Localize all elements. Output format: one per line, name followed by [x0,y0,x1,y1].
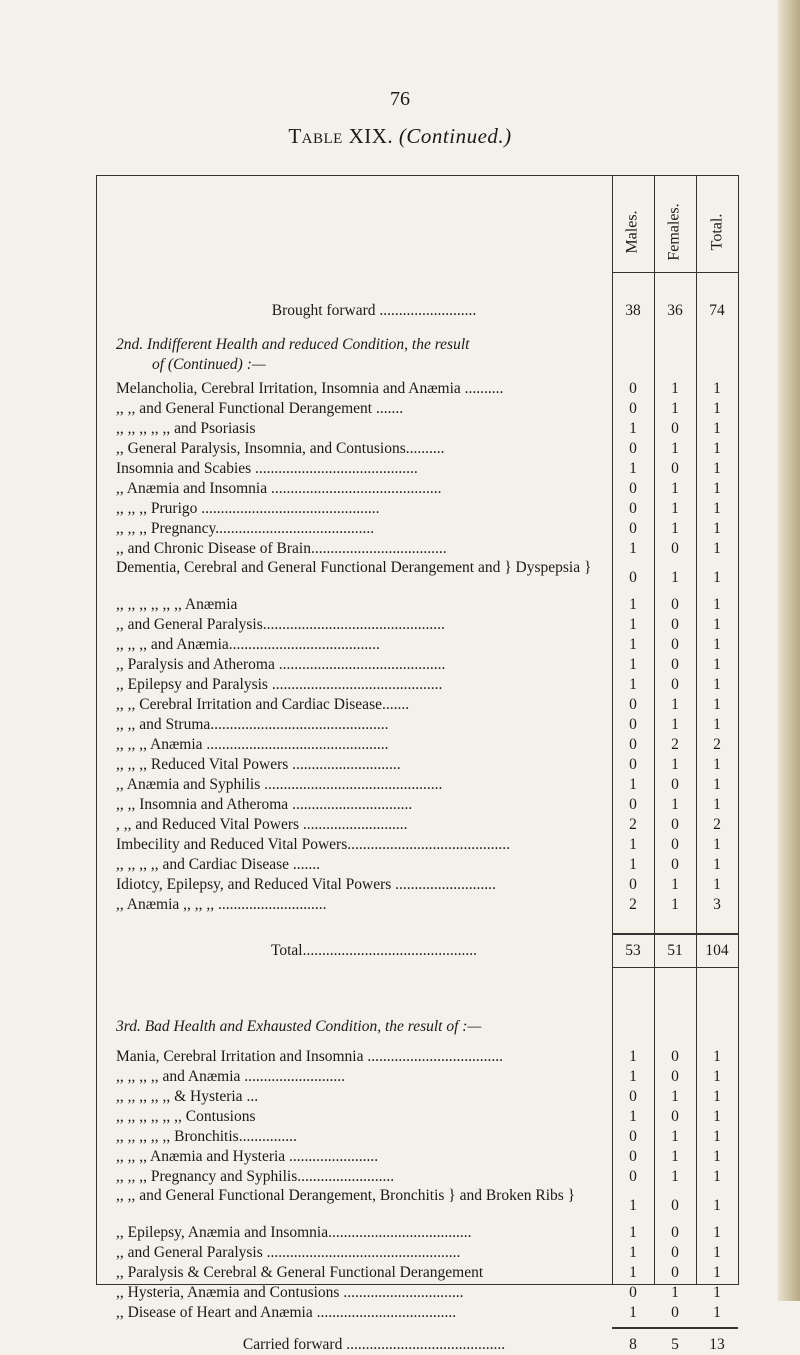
females-cell: 0 [671,676,679,693]
females-cell: 1 [671,696,679,713]
males-cell: 1 [629,1048,637,1065]
row-label: ,, and General Paralysis .................................................. [116,1244,461,1261]
carried-forward-row [96,1335,738,1355]
column-header-males: Males. [624,210,642,254]
total-cell: 1 [713,1284,721,1301]
table-row [96,595,738,615]
males-cell: 1 [629,596,637,613]
males-cell: 1 [629,420,637,437]
row-label: ,, ,, and Struma.............................................. [116,716,389,733]
page-edge [778,0,800,1301]
table-row [96,379,738,399]
table-row [96,439,738,459]
females-cell: 0 [671,596,679,613]
males-cell: 1 [629,460,637,477]
males-cell: 1 [629,1304,637,1321]
table-row [96,855,738,875]
total-cell: 1 [713,776,721,793]
males-cell: 0 [629,480,637,497]
table-row [96,835,738,855]
row-label: ,, ,, ,, Pregnancy and Syphilis......................... [116,1168,395,1185]
total-cell: 1 [713,500,721,517]
females-cell: 1 [671,716,679,733]
total-cell: 13 [709,1336,725,1353]
row-label: ,, ,, ,, Reduced Vital Powers ............................ [116,756,401,773]
table-row [96,675,738,695]
females-cell: 2 [671,736,679,753]
total-cell: 1 [713,716,721,733]
row-label: ,, ,, ,, ,, ,, ,, Anæmia [116,596,238,613]
total-cell: 1 [713,756,721,773]
males-cell: 1 [629,1224,637,1241]
total-cell: 1 [713,1304,721,1321]
table-row [96,1107,738,1127]
males-cell: 1 [629,1108,637,1125]
row-label: ,, ,, and General Functional Derangement, Bronchitis } and Broken Ribs } [116,1187,576,1204]
row-label: ,, ,, ,, ,, and Cardiac Disease ....... [116,856,321,873]
row-label: ,, ,, and General Functional Derangement ....... [116,400,404,417]
page-number: 76 [390,88,410,110]
section2-total-underline [612,967,738,968]
row-label: ,, Epilepsy and Paralysis ............................................ [116,676,443,693]
females-cell: 0 [671,540,679,557]
table-row [96,479,738,499]
males-cell: 1 [629,836,637,853]
females-cell: 1 [671,876,679,893]
males-cell: 2 [629,896,637,913]
females-cell: 1 [671,520,679,537]
females-cell: 1 [671,480,679,497]
total-cell: 1 [713,636,721,653]
females-cell: 0 [671,1224,679,1241]
total-cell: 1 [713,380,721,397]
header-rule [612,272,738,273]
row-label: ,, General Paralysis, Insomnia, and Contusions.......... [116,440,445,457]
males-cell: 1 [629,676,637,693]
total-cell: 1 [713,796,721,813]
males-cell: 0 [629,1088,637,1105]
table-row [96,1087,738,1107]
row-label: ,, Epilepsy, Anæmia and Insomnia..................................... [116,1224,472,1241]
row-label: ,, ,, ,, Anæmia and Hysteria ....................... [116,1148,379,1165]
males-cell: 1 [629,656,637,673]
row-label: Dementia, Cerebral and General Functional Derangement and } Dyspepsia } [116,559,592,576]
females-cell: 0 [671,656,679,673]
total-cell: 1 [713,836,721,853]
row-label: ,, Anæmia and Syphilis .............................................. [116,776,443,793]
row-label: ,, ,, Insomnia and Atheroma ............................... [116,796,413,813]
row-label: ,, ,, ,, ,, ,, ,, Contusions [116,1108,256,1125]
table-row [96,419,738,439]
table-row [96,1283,738,1303]
row-label: Insomnia and Scabies .......................................... [116,460,418,477]
row-label: ,, Anæmia and Insomnia ............................................ [116,480,442,497]
row-label: ,, Hysteria, Anæmia and Contusions ............................... [116,1284,464,1301]
table-title-continued: (Continued.) [398,124,512,148]
males-cell: 1 [629,1197,637,1214]
males-cell: 2 [629,816,637,833]
row-label: , ,, and Reduced Vital Powers ........................... [116,816,408,833]
table-row [96,755,738,775]
males-cell: 8 [629,1336,637,1353]
females-cell: 0 [671,836,679,853]
total-cell: 1 [713,1068,721,1085]
carried-forward-label: Carried forward ......................................... [242,1336,506,1353]
females-cell: 1 [671,1168,679,1185]
total-cell: 1 [713,1128,721,1145]
section2-heading-cont: of (Continued) :— [152,356,266,373]
row-label: ,, ,, ,, Anæmia ............................................... [116,736,389,753]
females-cell: 1 [671,796,679,813]
females-cell: 1 [671,440,679,457]
row-label: ,, ,, ,, and Anæmia....................................... [116,636,380,653]
males-cell: 0 [629,400,637,417]
females-cell: 1 [671,756,679,773]
table-row [96,715,738,735]
females-cell: 1 [671,896,679,913]
total-cell: 1 [713,696,721,713]
table-row [96,559,738,595]
column-header-females: Females. [666,203,684,261]
total-cell: 1 [713,1168,721,1185]
total-cell: 1 [713,1048,721,1065]
total-cell: 1 [713,596,721,613]
table-title-main: Table XIX. [288,124,394,148]
total-cell: 1 [713,440,721,457]
females-cell: 1 [671,1128,679,1145]
males-cell: 1 [629,636,637,653]
table-row [96,815,738,835]
females-cell: 0 [671,1244,679,1261]
row-label: Imbecility and Reduced Vital Powers.......................................... [116,836,510,853]
row-label: Idiotcy, Epilepsy, and Reduced Vital Powers .......................... [116,876,496,893]
males-cell: 1 [629,1068,637,1085]
total-cell: 1 [713,676,721,693]
males-cell: 0 [629,440,637,457]
females-cell: 0 [671,616,679,633]
table-row [96,735,738,755]
total-cell: 1 [713,656,721,673]
row-label: ,, and General Paralysis............................................... [116,616,445,633]
table-row [96,1127,738,1147]
table-row [96,399,738,419]
total-cell: 1 [713,1108,721,1125]
total-cell: 1 [713,1264,721,1281]
table-row [96,1147,738,1167]
total-cell: 1 [713,1244,721,1261]
row-label: ,, ,, ,, ,, and Anæmia .......................... [116,1068,346,1085]
males-cell: 0 [629,876,637,893]
females-cell: 0 [671,1108,679,1125]
total-cell: 1 [713,856,721,873]
row-label: ,, and Chronic Disease of Brain................................... [116,540,447,557]
females-cell: 0 [671,460,679,477]
row-label: ,, Paralysis & Cerebral & General Functional Derangement [116,1264,484,1281]
females-cell: 0 [671,1197,679,1214]
row-label: ,, Disease of Heart and Anæmia .................................... [116,1304,457,1321]
males-cell: 1 [629,1244,637,1261]
males-cell: 0 [629,1128,637,1145]
total-cell: 1 [713,540,721,557]
total-cell: 1 [713,1224,721,1241]
females-cell: 0 [671,636,679,653]
table-row [96,695,738,715]
males-cell: 0 [629,796,637,813]
total-cell: 1 [713,460,721,477]
males-cell: 0 [629,756,637,773]
females-cell: 0 [671,1304,679,1321]
females-cell: 5 [671,1336,679,1353]
table-row [96,1223,738,1243]
table-row [96,459,738,479]
males-cell: 0 [629,380,637,397]
total-cell: 1 [713,520,721,537]
row-label: ,, ,, ,, Pregnancy......................................... [116,520,375,537]
table-row [96,795,738,815]
total-cell: 1 [713,480,721,497]
males-cell: 0 [629,569,637,586]
table-row [96,615,738,635]
table-row [96,539,738,559]
section2-total-row: Total............................................. 53 51 104 [270,942,729,959]
total-cell: 1 [713,1197,721,1214]
carried-forward-rule [612,1327,738,1329]
females-cell: 1 [671,380,679,397]
row-label: ,, ,, Cerebral Irritation and Cardiac Disease....... [116,696,410,713]
females-cell: 1 [671,500,679,517]
females-cell: 1 [671,1284,679,1301]
section2-total-rule [612,933,738,935]
males-cell: 1 [629,616,637,633]
total-cell: 1 [713,400,721,417]
table-row [96,875,738,895]
females-cell: 1 [671,569,679,586]
table-top-rule [96,175,738,176]
total-cell: 3 [713,896,721,913]
females-cell: 0 [671,816,679,833]
table-row [96,1243,738,1263]
total-cell: 1 [713,569,721,586]
total-cell: 2 [713,816,721,833]
females-cell: 0 [671,1048,679,1065]
total-cell: 1 [713,876,721,893]
females-cell: 0 [671,776,679,793]
table-frame [96,175,738,1353]
table-row [96,1067,738,1087]
males-cell: 0 [629,500,637,517]
total-cell: 1 [713,1088,721,1105]
males-cell: 0 [629,736,637,753]
table-row [96,655,738,675]
females-cell: 1 [671,1148,679,1165]
females-cell: 0 [671,420,679,437]
table-row [96,499,738,519]
table-row [96,1047,738,1067]
table-row [96,519,738,539]
males-cell: 0 [629,716,637,733]
females-cell: 0 [671,1068,679,1085]
column-header-total: Total. [708,213,725,251]
females-cell: 0 [671,856,679,873]
table-row [96,1187,738,1223]
males-cell: 1 [629,540,637,557]
males-cell: 1 [629,1264,637,1281]
total-cell: 1 [713,420,721,437]
table-row [96,1303,738,1323]
row-label: ,, ,, ,, ,, ,, & Hysteria ... [116,1088,259,1105]
section2-heading: 2nd. Indifferent Health and reduced Condition, the result [116,336,470,353]
table-row [96,895,738,915]
table-row [96,635,738,655]
males-cell: 1 [629,856,637,873]
females-cell: 1 [671,1088,679,1105]
row-label: ,, Paralysis and Atheroma ........................................... [116,656,446,673]
total-cell: 1 [713,616,721,633]
row-label: ,, Anæmia ,, ,, ,, ............................ [116,896,327,913]
row-label: ,, ,, ,, Prurigo .............................................. [116,500,380,517]
females-cell: 1 [671,400,679,417]
males-cell: 1 [629,776,637,793]
males-cell: 0 [629,1168,637,1185]
table-row [96,775,738,795]
section3-heading: 3rd. Bad Health and Exhausted Condition, the result of :— [116,1018,482,1035]
total-cell: 2 [713,736,721,753]
table-row [96,1263,738,1283]
row-label: ,, ,, ,, ,, ,, Bronchitis............... [116,1128,297,1145]
table-row [96,1167,738,1187]
row-label: Mania, Cerebral Irritation and Insomnia ................................... [116,1048,503,1065]
males-cell: 0 [629,1284,637,1301]
table-title [0,124,800,149]
row-label: Melancholia, Cerebral Irritation, Insomnia and Anæmia .......... [116,380,504,397]
males-cell: 0 [629,696,637,713]
males-cell: 0 [629,1148,637,1165]
females-cell: 0 [671,1264,679,1281]
row-label: ,, ,, ,, ,, ,, and Psoriasis [116,420,256,437]
total-cell: 1 [713,1148,721,1165]
males-cell: 0 [629,520,637,537]
table-right-rule [738,175,739,1285]
brought-forward-row: Brought forward ......................... 38 36 74 [271,302,725,319]
